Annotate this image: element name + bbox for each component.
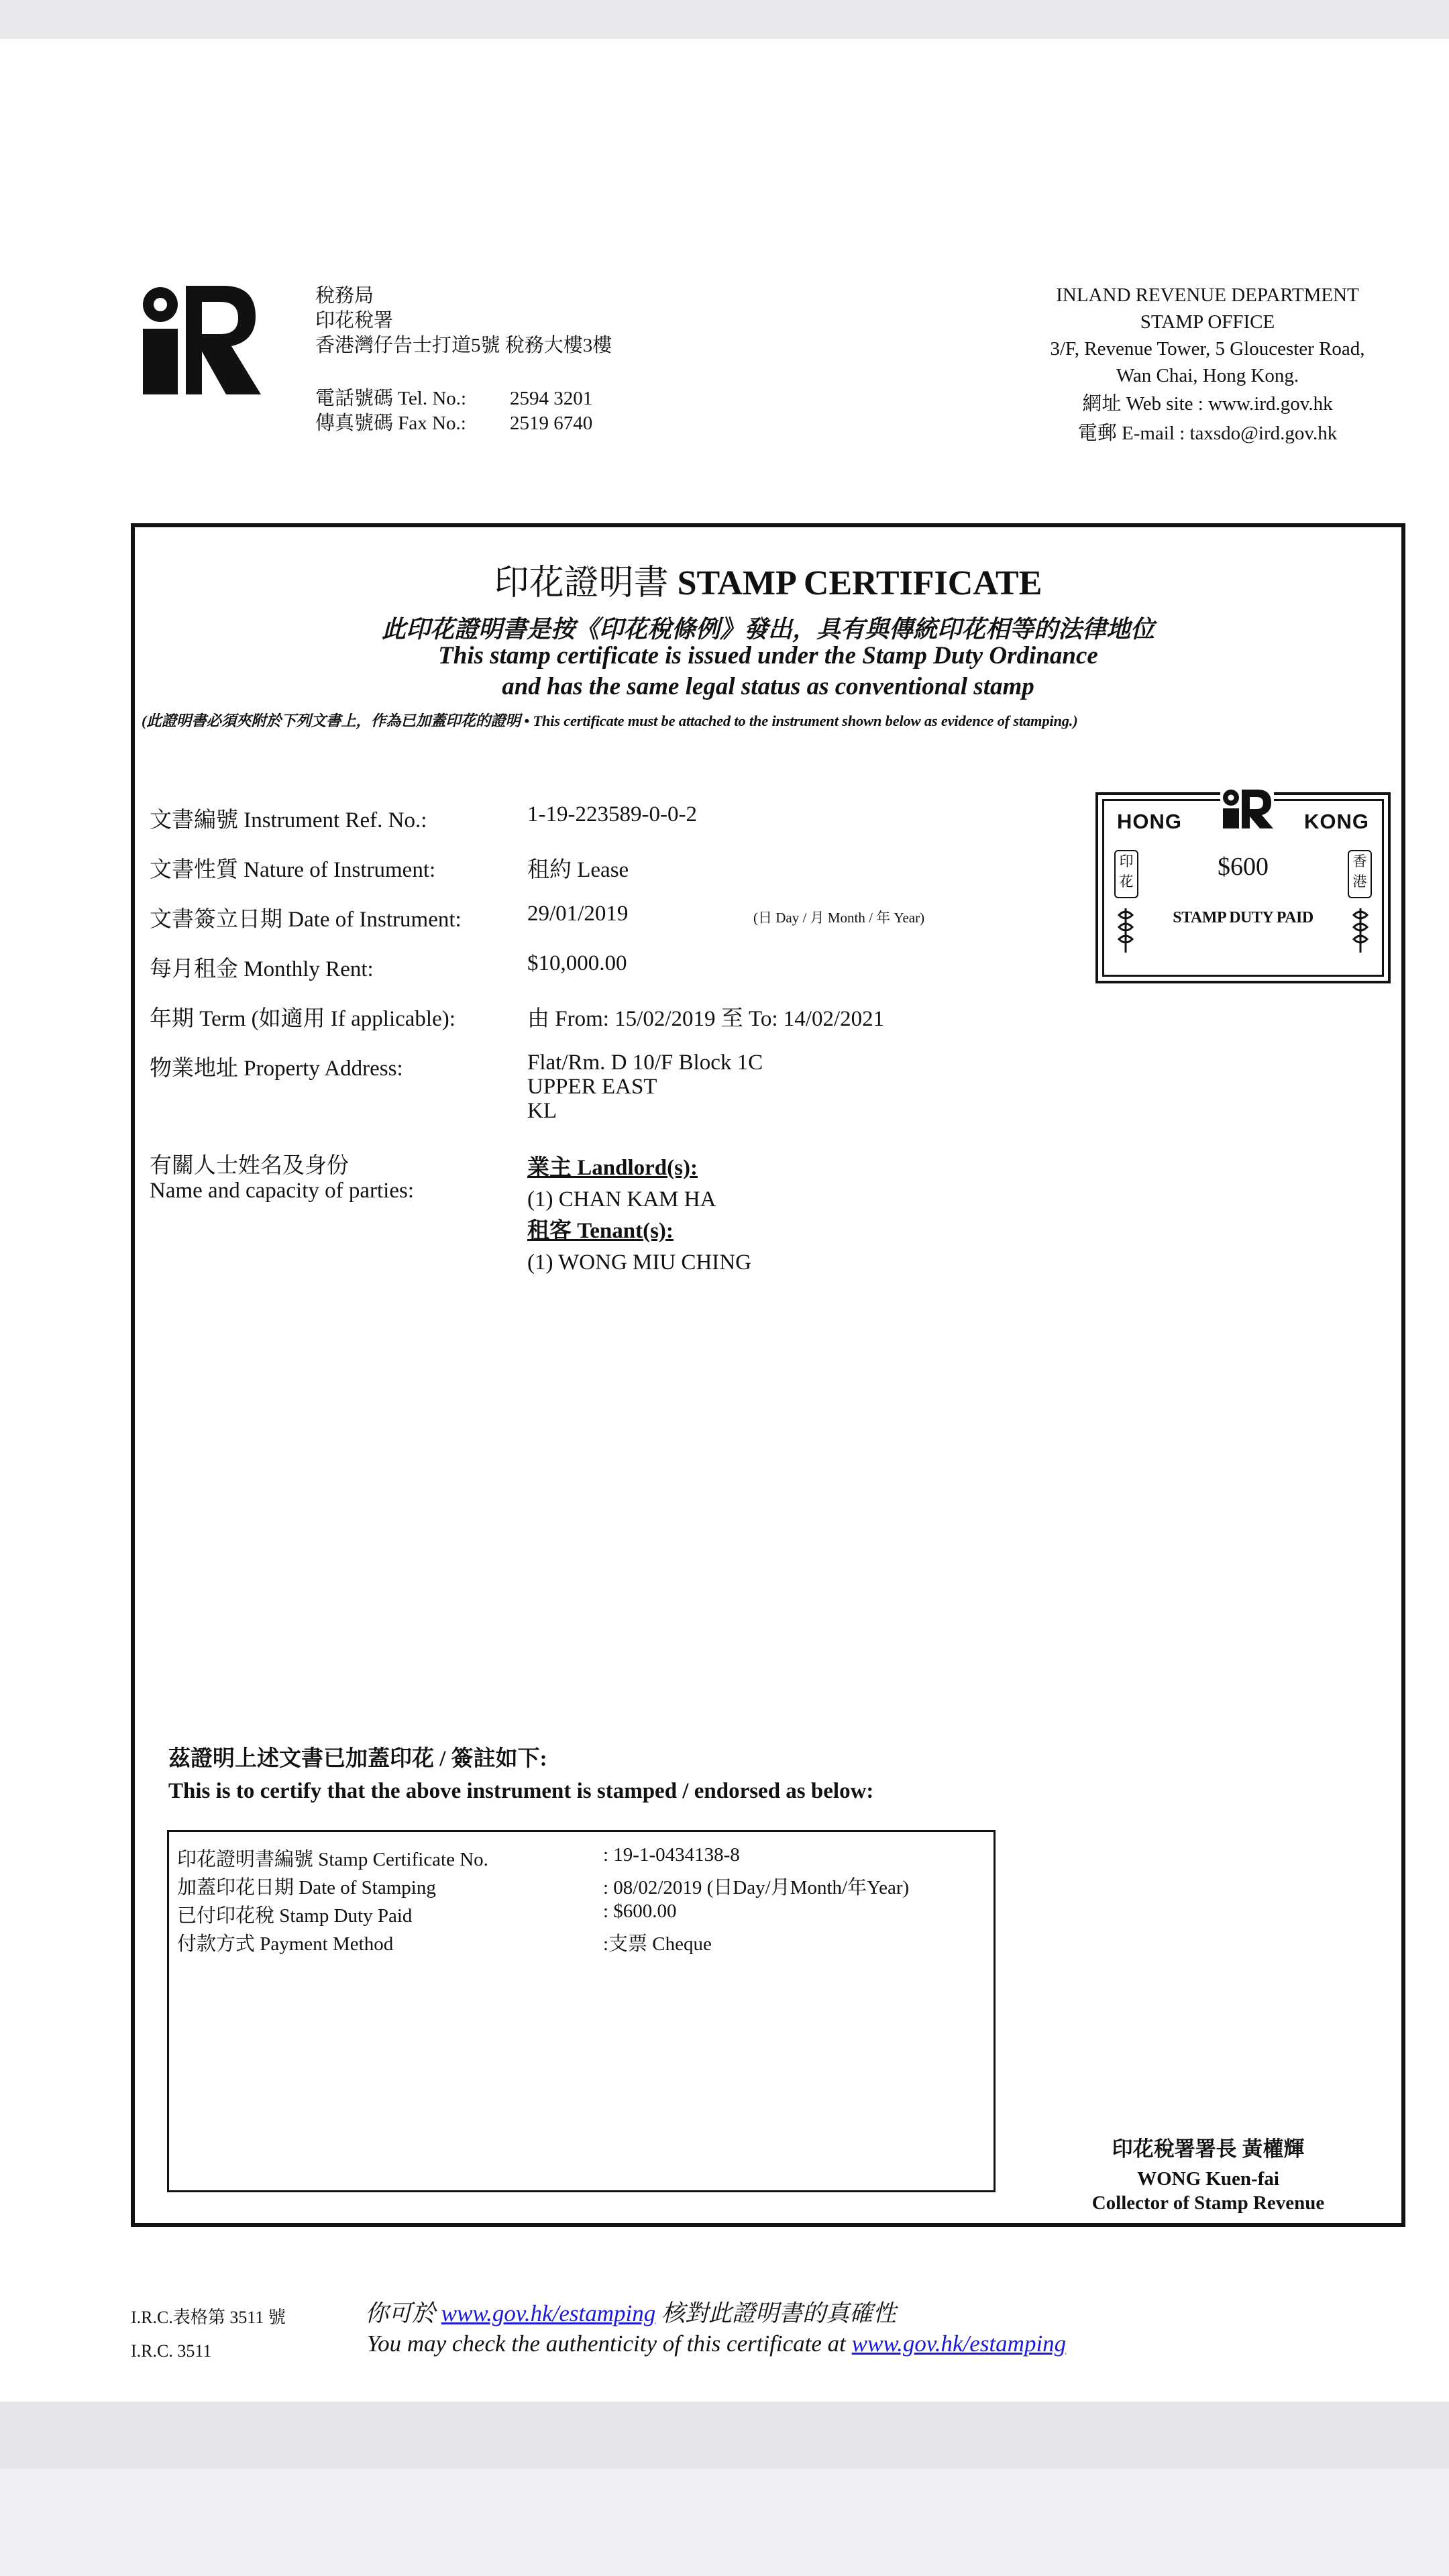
certify-zh: 茲證明上述文書已加蓋印花 / 簽註如下: — [168, 1747, 547, 1771]
subtitle-zh: 此印花證明書是按《印花稅條例》發出，具有與傳統印花相等的法律地位 — [381, 616, 1155, 643]
header-right-line: STAMP OFFICE — [1140, 311, 1275, 333]
tenant-heading: 租客 Tenant(s): — [527, 1219, 674, 1243]
certificate-frame — [131, 523, 1405, 2227]
ird-logo — [138, 282, 262, 396]
certificate-title — [135, 554, 1401, 604]
term-label: 年期 Term (如適用 If applicable): — [150, 1007, 455, 1031]
verify-zh-suffix: 核對此證明書的真確性 — [655, 2300, 897, 2326]
fax-value: 2519 6740 — [510, 413, 593, 434]
date-format-note: (日 Day / 月 Month / 年 Year) — [753, 910, 925, 926]
landlord-entry: (1) CHAN KAM HA — [527, 1187, 716, 1212]
email: 電郵 E-mail : taxsdo@ird.gov.hk — [1077, 423, 1338, 444]
nature-value: 租約 Lease — [527, 858, 629, 882]
duty-paid-label: 已付印花稅 Stamp Duty Paid — [177, 1905, 413, 1927]
stamp-seal-right: 香港 — [1348, 850, 1372, 898]
stamp-kong: KONG — [1304, 810, 1369, 833]
document-page — [0, 39, 1449, 2402]
parties-label-zh: 有關人士姓名及身份 — [150, 1154, 349, 1178]
rent-label: 每月租金 Monthly Rent: — [150, 957, 374, 981]
signatory — [1040, 2132, 1376, 2215]
verify-en-prefix: You may check the authenticity of this certificate at — [366, 2330, 852, 2357]
title-en: STAMP CERTIFICATE — [677, 564, 1042, 602]
title-zh: 印花證明書 — [494, 564, 669, 602]
signatory-title: Collector of Stamp Revenue — [1091, 2192, 1325, 2214]
verify-note-en — [0, 2330, 1441, 2357]
form-number-zh: I.R.C.表格第 3511 號 — [131, 2308, 286, 2327]
estamping-link[interactable]: www.gov.hk/estamping — [851, 2330, 1067, 2357]
header-left-line: 稅務局 — [315, 285, 374, 307]
stamp-seal-left: 印花 — [1114, 850, 1138, 898]
signatory-zh: 印花稅署署長 黃權輝 — [1112, 2137, 1305, 2161]
address-line: Flat/Rm. D 10/F Block 1C — [527, 1051, 763, 1075]
address-label: 物業地址 Property Address: — [150, 1057, 403, 1081]
cert-no-label: 印花證明書編號 Stamp Certificate No. — [177, 1849, 488, 1870]
signatory-name: WONG Kuen-fai — [1137, 2168, 1279, 2190]
address-value — [527, 1051, 763, 1123]
tel-row — [315, 386, 612, 411]
verify-note-zh — [0, 2295, 1355, 2328]
verify-zh-prefix: 你可於 — [364, 2300, 441, 2326]
stamp-hong: HONG — [1117, 810, 1182, 833]
stamp-paid-label: STAMP DUTY PAID — [1173, 909, 1313, 926]
ref-label: 文書編號 Instrument Ref. No.: — [150, 808, 427, 833]
header-right — [993, 282, 1422, 448]
fax-row — [315, 411, 612, 436]
header-left-line: 印花稅署 — [315, 310, 394, 331]
web-site: 網址 Web site : www.ird.gov.hk — [1082, 393, 1333, 415]
address-line: UPPER EAST — [527, 1075, 657, 1099]
ref-value: 1-19-223589-0-0-2 — [527, 802, 697, 826]
certify-statement — [168, 1743, 873, 1807]
parties-label-en: Name and capacity of parties: — [150, 1179, 414, 1203]
viewer-top-bar — [0, 0, 1449, 39]
header-right-line: Wan Chai, Hong Kong. — [1116, 365, 1299, 386]
header-right-line: INLAND REVENUE DEPARTMENT — [1056, 284, 1359, 306]
estamping-link[interactable]: www.gov.hk/estamping — [441, 2300, 656, 2326]
term-value: 由 From: 15/02/2019 至 To: 14/02/2021 — [527, 1007, 885, 1031]
address-line: KL — [527, 1099, 557, 1123]
stamp-amount: $600 — [1218, 853, 1269, 881]
knot-ornament-icon — [1350, 907, 1371, 954]
stamp-ird-logo-icon — [1220, 787, 1274, 831]
payment-method-value: :支票 Cheque — [603, 1933, 712, 1955]
landlord-heading: 業主 Landlord(s): — [527, 1156, 698, 1180]
stamping-details-box — [167, 1830, 996, 2192]
cert-no-value: : 19-1-0434138-8 — [603, 1844, 740, 1866]
payment-method-label: 付款方式 Payment Method — [177, 1933, 394, 1955]
parties-label — [150, 1154, 414, 1203]
stamping-date-label: 加蓋印花日期 Date of Stamping — [177, 1877, 436, 1898]
stamping-date-value: : 08/02/2019 (日Day/月Month/年Year) — [603, 1877, 910, 1898]
tenant-entry: (1) WONG MIU CHING — [527, 1250, 751, 1275]
subtitle-en-1: This stamp certificate is issued under the Stamp Duty Ordinance — [438, 642, 1098, 669]
header-left — [315, 284, 612, 436]
header-left-line: 香港灣仔告士打道5號 稅務大樓3樓 — [315, 335, 612, 356]
certify-en: This is to certify that the above instrument is stamped / endorsed as below: — [168, 1779, 874, 1803]
form-number-en: I.R.C. 3511 — [131, 2341, 212, 2361]
subtitle-en-2: and has the same legal status as conventional stamp — [502, 673, 1034, 700]
date-label: 文書簽立日期 Date of Instrument: — [150, 908, 462, 932]
tel-label: 電話號碼 Tel. No.: — [315, 388, 467, 409]
viewer-bottom-area — [0, 2402, 1449, 2576]
nature-label: 文書性質 Nature of Instrument: — [150, 858, 436, 882]
header-right-line: 3/F, Revenue Tower, 5 Gloucester Road, — [1050, 338, 1365, 360]
rent-value: $10,000.00 — [527, 951, 627, 975]
parties-value — [527, 1152, 751, 1279]
fax-label: 傳真號碼 Fax No.: — [315, 413, 466, 434]
tel-value: 2594 3201 — [510, 388, 593, 409]
knot-ornament-icon — [1116, 907, 1136, 954]
attachment-note: (此證明書必須夾附於下列文書上，作為已加蓋印花的證明 • This certificate must be attached to the instrument shown below as evidence of stamping.) — [142, 712, 1078, 729]
date-value: 29/01/2019 — [527, 902, 629, 926]
stamp-duty-seal — [1095, 792, 1391, 983]
duty-paid-value: : $600.00 — [603, 1900, 677, 1922]
